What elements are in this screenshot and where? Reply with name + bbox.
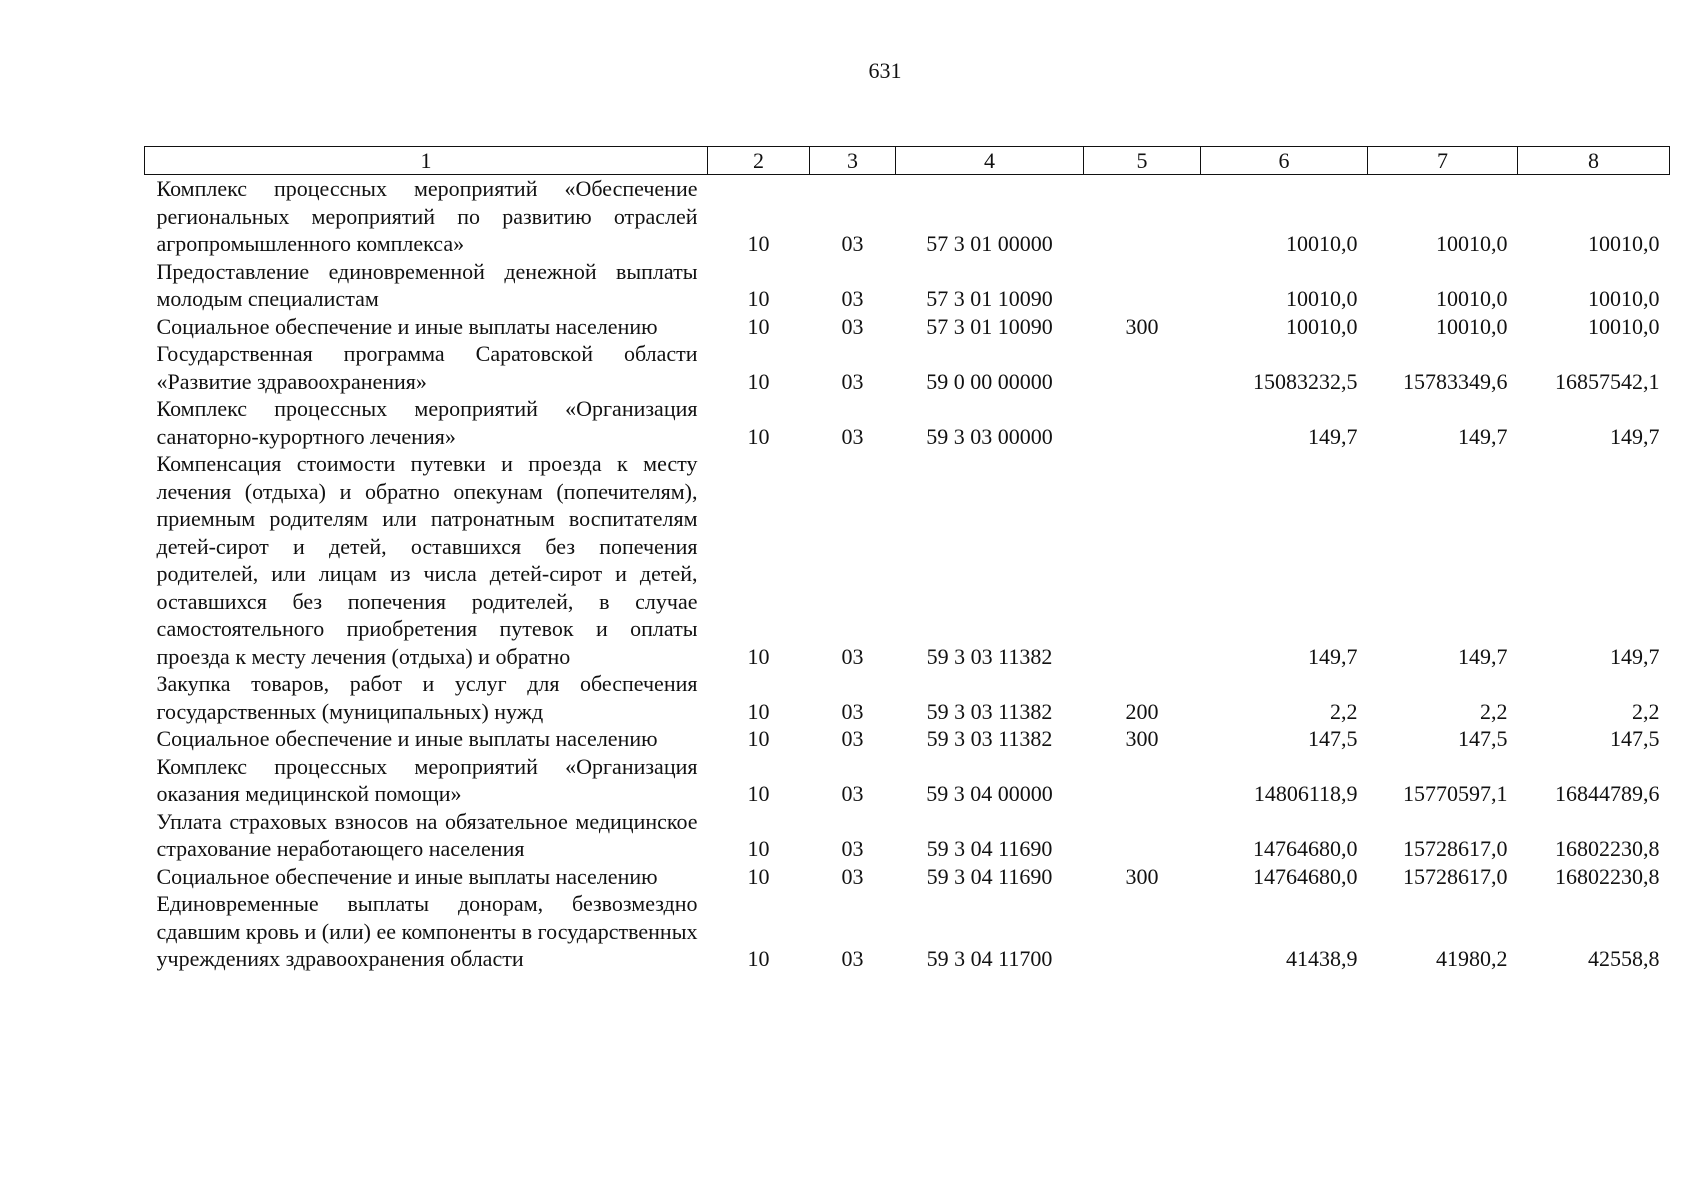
subsection-code-cell: 03: [841, 781, 864, 806]
subsection-code-cell: 03: [841, 368, 864, 394]
row-name-cell: Уплата страховых взносов на обязательное медицинское страхование неработающего населения: [156, 808, 698, 861]
section-code-cell: 10: [747, 313, 770, 339]
amount-year3-cell: 147,5: [1610, 726, 1660, 751]
row-name-cell: Комплекс процессных мероприятий «Организация оказания медицинской помощи»: [156, 753, 698, 806]
amount-year3-cell: 16802230,8: [1555, 863, 1660, 889]
amount-year3-cell: 149,7: [1610, 423, 1660, 449]
amount-year3-cell: 10010,0: [1588, 286, 1660, 311]
amount-year2-cell: 15770597,1: [1403, 781, 1508, 806]
subsection-code-cell: 03: [841, 643, 864, 669]
column-header-1: 1: [145, 147, 708, 175]
table-row: [145, 450, 1670, 670]
amount-year2-cell: 10010,0: [1436, 286, 1508, 311]
section-code-cell: 10: [747, 836, 770, 861]
target-article-cell: 57 3 01 10090: [926, 286, 1053, 311]
subsection-code-cell: 03: [841, 863, 864, 889]
subsection-code-cell: 03: [841, 313, 864, 339]
table-header-row: [145, 147, 1670, 175]
amount-year2-cell: 2,2: [1480, 698, 1508, 724]
amount-year1-cell: 41438,9: [1286, 946, 1358, 971]
amount-year2-cell: 10010,0: [1436, 231, 1508, 256]
expense-type-cell: 300: [1125, 726, 1159, 751]
target-article-cell: 59 3 04 11700: [926, 946, 1053, 971]
amount-year1-cell: 15083232,5: [1253, 368, 1358, 394]
section-code-cell: 10: [747, 423, 770, 449]
target-article-cell: 59 3 04 11690: [926, 836, 1053, 861]
column-header-2: 2: [708, 147, 810, 175]
column-header-8: 8: [1518, 147, 1670, 175]
column-header-5: 5: [1084, 147, 1201, 175]
table-body: [145, 175, 1670, 973]
amount-year1-cell: 10010,0: [1286, 286, 1358, 311]
row-name-cell: Социальное обеспечение и иные выплаты населению: [156, 726, 658, 751]
table-row: [145, 890, 1670, 973]
amount-year3-cell: 16844789,6: [1555, 781, 1660, 806]
table-row: [145, 340, 1670, 395]
column-header-7: 7: [1368, 147, 1518, 175]
target-article-cell: 57 3 01 10090: [926, 313, 1053, 339]
page-number: 631: [868, 58, 902, 83]
amount-year1-cell: 147,5: [1308, 726, 1358, 751]
column-header-6: 6: [1201, 147, 1368, 175]
expense-type-cell: [1084, 175, 1201, 258]
section-code-cell: 10: [747, 286, 770, 311]
row-name-cell: Комплекс процессных мероприятий «Обеспечение региональных мероприятий по развитию отраслей агропромышленного комплекса»: [156, 176, 698, 256]
amount-year1-cell: 10010,0: [1286, 313, 1358, 339]
target-article-cell: 59 3 03 00000: [926, 423, 1053, 449]
table-row: [145, 808, 1670, 863]
amount-year2-cell: 149,7: [1458, 423, 1508, 449]
table-row: [145, 175, 1670, 258]
amount-year1-cell: 2,2: [1330, 698, 1358, 724]
subsection-code-cell: 03: [841, 423, 864, 449]
amount-year1-cell: 149,7: [1308, 423, 1358, 449]
table-row: [145, 863, 1670, 891]
target-article-cell: 57 3 01 00000: [926, 231, 1053, 256]
subsection-code-cell: 03: [841, 231, 864, 256]
amount-year3-cell: 10010,0: [1588, 313, 1660, 339]
table-row: [145, 753, 1670, 808]
expense-type-cell: 200: [1125, 698, 1159, 724]
target-article-cell: 59 3 04 11690: [926, 863, 1053, 889]
expense-type-cell: [1084, 395, 1201, 450]
amount-year3-cell: 2,2: [1632, 698, 1660, 724]
subsection-code-cell: 03: [841, 836, 864, 861]
column-header-3: 3: [810, 147, 896, 175]
section-code-cell: 10: [747, 643, 770, 669]
amount-year2-cell: 149,7: [1458, 643, 1508, 669]
expense-type-cell: [1084, 340, 1201, 395]
subsection-code-cell: 03: [841, 946, 864, 971]
target-article-cell: 59 3 03 11382: [926, 726, 1053, 751]
amount-year2-cell: 147,5: [1458, 726, 1508, 751]
expense-type-cell: [1084, 450, 1201, 670]
section-code-cell: 10: [747, 946, 770, 971]
amount-year1-cell: 10010,0: [1286, 231, 1358, 256]
expense-type-cell: [1084, 890, 1201, 973]
amount-year1-cell: 14764680,0: [1253, 836, 1358, 861]
row-name-cell: Единовременные выплаты донорам, безвозмездно сдавшим кровь и (или) ее компоненты в государственных учреждениях здравоохранения области: [156, 891, 698, 971]
expense-type-cell: [1084, 258, 1201, 313]
row-name-cell: Предоставление единовременной денежной выплаты молодым специалистам: [156, 258, 698, 311]
section-code-cell: 10: [747, 781, 770, 806]
amount-year2-cell: 15728617,0: [1403, 863, 1508, 889]
expense-type-cell: [1084, 808, 1201, 863]
subsection-code-cell: 03: [841, 726, 864, 751]
amount-year1-cell: 149,7: [1308, 643, 1358, 669]
amount-year3-cell: 10010,0: [1588, 231, 1660, 256]
table-row: [145, 670, 1670, 725]
row-name-cell: Компенсация стоимости путевки и проезда к месту лечения (отдыха) и обратно опекунам (попечителям), приемным родителям или патронатным воспитателям детей-сирот и детей, оставшихся без попечения родителей, или лицам из числа детей-сирот и детей, оставшихся без попечения родителей, в случае самостоятельного приобретения путевок и оплаты проезда к месту лечения (отдыха) и обратно: [156, 451, 698, 669]
expense-type-cell: 300: [1125, 313, 1159, 339]
table-row: [145, 725, 1670, 753]
amount-year3-cell: 16802230,8: [1555, 836, 1660, 861]
section-code-cell: 10: [747, 231, 770, 256]
row-name-cell: Государственная программа Саратовской области «Развитие здравоохранения»: [156, 341, 698, 394]
expense-type-cell: 300: [1125, 863, 1159, 889]
amount-year1-cell: 14806118,9: [1253, 781, 1358, 806]
expense-type-cell: [1084, 753, 1201, 808]
subsection-code-cell: 03: [841, 286, 864, 311]
amount-year2-cell: 41980,2: [1436, 946, 1508, 971]
row-name-cell: Социальное обеспечение и иные выплаты населению: [156, 313, 658, 339]
amount-year2-cell: 10010,0: [1436, 313, 1508, 339]
amount-year3-cell: 42558,8: [1588, 946, 1660, 971]
row-name-cell: Закупка товаров, работ и услуг для обеспечения государственных (муниципальных) нужд: [156, 671, 698, 724]
section-code-cell: 10: [747, 726, 770, 751]
row-name-cell: Социальное обеспечение и иные выплаты населению: [156, 863, 658, 889]
amount-year2-cell: 15783349,6: [1403, 368, 1508, 394]
table-row: [145, 395, 1670, 450]
amount-year3-cell: 149,7: [1610, 643, 1660, 669]
table-row: [145, 313, 1670, 341]
amount-year1-cell: 14764680,0: [1253, 863, 1358, 889]
target-article-cell: 59 3 03 11382: [926, 643, 1053, 669]
section-code-cell: 10: [747, 863, 770, 889]
target-article-cell: 59 3 04 00000: [926, 781, 1053, 806]
amount-year2-cell: 15728617,0: [1403, 836, 1508, 861]
table-row: [145, 258, 1670, 313]
target-article-cell: 59 0 00 00000: [926, 368, 1053, 394]
column-header-4: 4: [896, 147, 1084, 175]
row-name-cell: Комплекс процессных мероприятий «Организация санаторно-курортного лечения»: [156, 396, 698, 449]
budget-table: [144, 146, 1670, 973]
subsection-code-cell: 03: [841, 698, 864, 724]
target-article-cell: 59 3 03 11382: [926, 698, 1053, 724]
section-code-cell: 10: [747, 368, 770, 394]
amount-year3-cell: 16857542,1: [1555, 368, 1660, 394]
section-code-cell: 10: [747, 698, 770, 724]
